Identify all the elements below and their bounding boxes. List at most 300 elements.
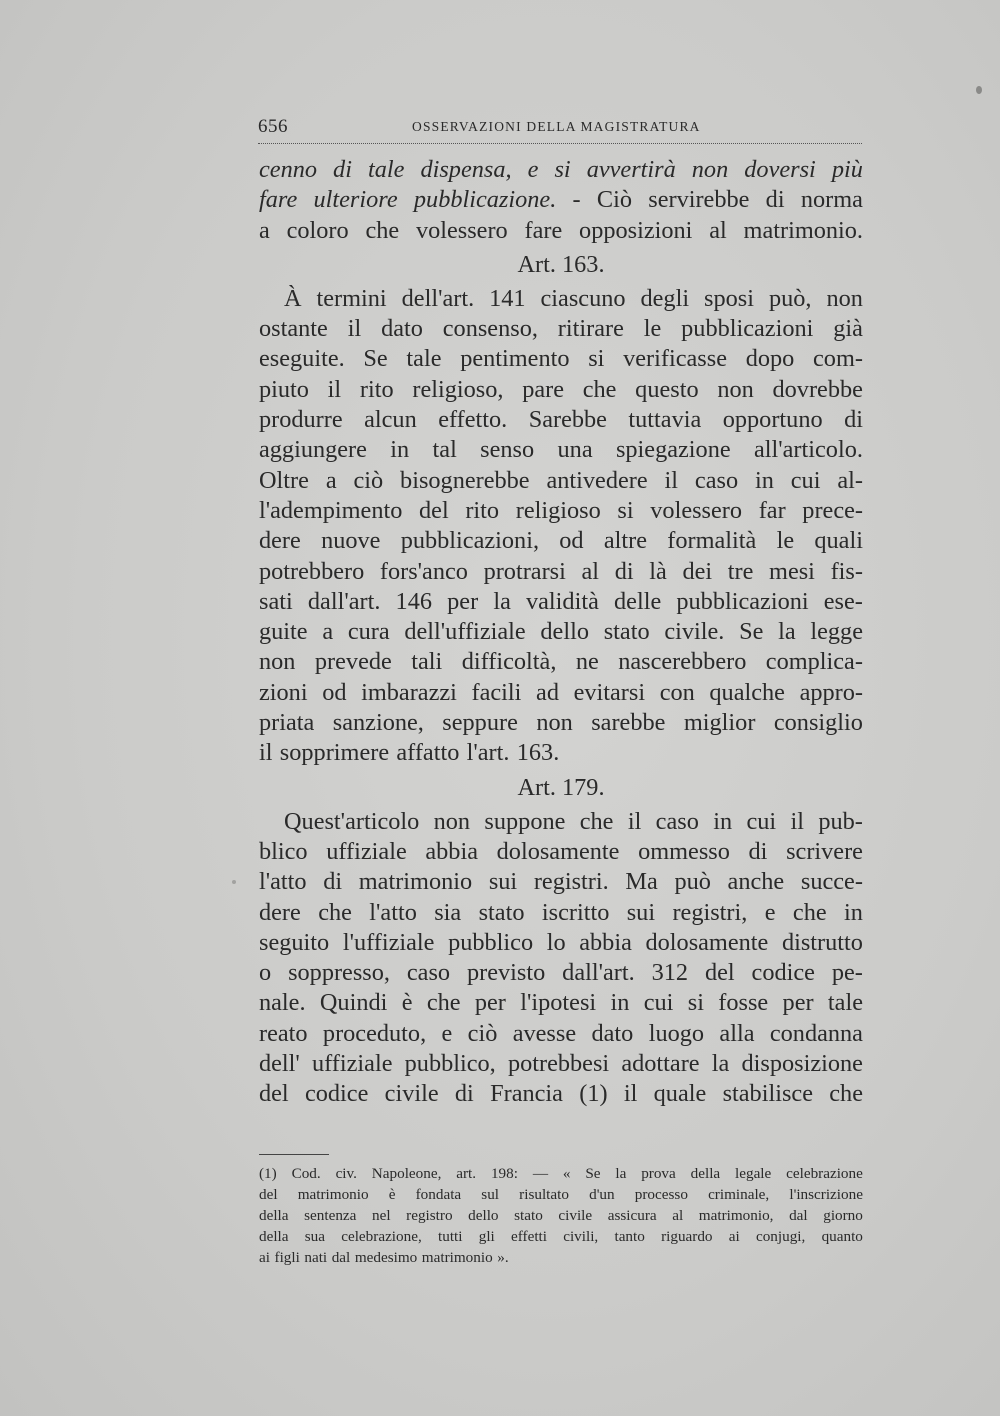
word: la: [711, 1050, 730, 1078]
word: doversi: [744, 156, 816, 183]
word: ciascuno: [540, 284, 626, 312]
word: l'ipotesi: [520, 989, 597, 1017]
word: a: [259, 216, 270, 244]
word: qualche: [709, 678, 785, 706]
text-line: [259, 1019, 863, 1049]
word: che: [792, 898, 827, 926]
word: codice: [304, 1080, 369, 1108]
text-line: [259, 738, 863, 768]
word: potrebbero: [259, 557, 365, 585]
word: non: [717, 375, 754, 403]
word: tal: [432, 436, 457, 464]
word: al: [672, 1207, 684, 1224]
word: ciò: [353, 466, 384, 494]
word: ese-: [823, 587, 863, 615]
word: servirebbe: [648, 186, 750, 214]
word: Se: [739, 618, 764, 646]
word: la: [493, 587, 511, 615]
footnote-line: [259, 1163, 863, 1184]
word: e: [764, 898, 776, 926]
word: si: [588, 345, 605, 373]
word: le: [643, 315, 662, 343]
word: quanto: [821, 1228, 863, 1245]
word: volessero: [415, 216, 508, 244]
word: abbia: [579, 928, 632, 956]
word: la: [615, 1165, 627, 1182]
word: stabilisce: [722, 1080, 813, 1108]
word: (1): [259, 1165, 277, 1182]
word: od: [559, 527, 584, 555]
word: del: [259, 1186, 278, 1203]
word: dispensa,: [420, 156, 512, 183]
word: a: [325, 466, 337, 494]
word: che: [579, 807, 614, 835]
word: facili: [471, 678, 522, 706]
word: dopo: [745, 345, 795, 373]
word: e: [441, 1019, 453, 1047]
word: sia: [434, 898, 462, 926]
word: il: [327, 375, 342, 403]
word: Ma: [625, 868, 658, 896]
word: Ciò: [596, 186, 632, 214]
word: rito: [465, 496, 500, 524]
word: cura: [347, 618, 390, 646]
word: com-: [813, 345, 863, 373]
word: consenso,: [442, 315, 538, 343]
word: che: [365, 216, 400, 244]
word: dall'art.: [307, 587, 381, 615]
word: Quest'articolo: [284, 807, 420, 835]
word: tali: [411, 648, 443, 676]
word: tale: [406, 345, 442, 373]
text-line: [259, 185, 863, 215]
word: prevede: [314, 648, 392, 676]
word: priata: [259, 709, 315, 737]
word: criminale,: [708, 1186, 770, 1203]
word: sarebbe: [591, 709, 666, 737]
word: difficoltà,: [461, 648, 557, 676]
word: riguardo: [661, 1228, 713, 1245]
word: uffiziale: [311, 1050, 393, 1078]
word: più: [831, 156, 863, 183]
word: evitarsi: [573, 678, 646, 706]
word: a: [322, 618, 334, 646]
word: sui: [626, 898, 656, 926]
word: succe-: [800, 868, 863, 896]
word: ne: [575, 648, 599, 676]
word: antivedere: [546, 466, 648, 494]
page-number: 656: [258, 116, 288, 137]
text-line: [259, 405, 863, 435]
word: risultato: [519, 1186, 569, 1203]
word: tuttavia: [628, 406, 702, 434]
word: norma: [800, 186, 863, 214]
word: codice: [751, 959, 815, 987]
word: imbarazzi: [361, 678, 457, 706]
word: matrimonio: [421, 1249, 493, 1266]
word: del: [704, 959, 735, 987]
footnote-line: [259, 1226, 863, 1247]
word: che: [318, 898, 352, 926]
text-line: [259, 526, 863, 556]
word: proceduto,: [322, 1019, 427, 1047]
word: rito: [359, 375, 394, 403]
word: e: [527, 156, 539, 183]
running-head: [258, 114, 862, 144]
word: tale: [827, 989, 863, 1017]
word: processo: [634, 1186, 688, 1203]
word: pubblico: [448, 928, 534, 956]
word: l'uffiziale: [342, 928, 435, 956]
word: nel: [371, 1207, 391, 1224]
word: è: [401, 989, 413, 1017]
word: 141: [489, 284, 526, 312]
header-rule: [258, 143, 862, 144]
word: fis-: [830, 557, 863, 585]
word: nati: [304, 1249, 328, 1266]
word: soppresso,: [288, 959, 390, 987]
footnote-rule: [259, 1154, 329, 1155]
text-line: [259, 216, 863, 246]
word: prova: [641, 1165, 676, 1182]
word: fare: [524, 216, 563, 244]
text-line: [259, 1049, 863, 1079]
footnote-line: [259, 1205, 863, 1226]
word: non: [433, 807, 471, 835]
footnote-line: [259, 1184, 863, 1205]
text-line: [259, 898, 863, 928]
word: Quindi: [319, 989, 388, 1017]
text-line: [259, 928, 863, 958]
word: religioso,: [412, 375, 504, 403]
word: verificasse: [623, 345, 728, 373]
text-line: [259, 958, 863, 988]
word: nale.: [259, 989, 306, 1017]
word: cui: [643, 989, 674, 1017]
word: reato: [259, 1019, 308, 1047]
word: zioni: [259, 678, 308, 706]
word: far: [758, 496, 786, 524]
word: pe-: [831, 959, 863, 987]
word: termini: [316, 284, 387, 312]
word: avesse: [512, 1019, 577, 1047]
word: tutti: [438, 1228, 463, 1245]
word: pubblicazione.: [413, 186, 557, 214]
word: avvertirà: [586, 156, 676, 183]
word: senso: [480, 436, 535, 464]
word: lo: [546, 928, 566, 956]
word: di: [765, 186, 785, 214]
word: può: [674, 868, 711, 896]
word: l'art.: [466, 739, 510, 767]
word: pubblicazioni: [676, 587, 809, 615]
word: di: [748, 837, 768, 865]
word: potrebbesi: [507, 1050, 610, 1078]
text-line: [259, 496, 863, 526]
word: al-: [837, 466, 863, 494]
word: pubblicazioni,: [400, 527, 540, 555]
text-line: [259, 617, 863, 647]
word: caso: [406, 959, 451, 987]
word: 312: [651, 959, 689, 987]
word: del: [419, 496, 449, 524]
word: in: [754, 466, 774, 494]
word: in: [610, 989, 630, 1017]
word: la: [778, 618, 796, 646]
word: matrimonio: [297, 1186, 369, 1203]
text-line: [259, 466, 863, 496]
word: distrutto: [781, 928, 863, 956]
word: Francia: [490, 1080, 563, 1108]
word: della: [259, 1228, 289, 1245]
word: dell'art.: [401, 284, 475, 312]
word: stato: [478, 898, 525, 926]
word: conjugi,: [755, 1228, 806, 1245]
text-line: [259, 837, 863, 867]
word: sui: [488, 868, 518, 896]
word: non: [691, 156, 729, 183]
word: Oltre: [259, 466, 309, 494]
word: assicura: [607, 1207, 657, 1224]
word: una: [557, 436, 593, 464]
word: il: [347, 315, 362, 343]
word: suppone: [484, 807, 566, 835]
word: di: [323, 868, 343, 896]
word: al: [709, 216, 727, 244]
word: iscritto: [541, 898, 610, 926]
word: che: [829, 1080, 863, 1108]
text-line: [259, 647, 863, 677]
word: condanna: [769, 1019, 863, 1047]
word: il: [790, 807, 804, 835]
word: degli: [640, 284, 690, 312]
section-heading: Art. 179.: [517, 773, 605, 801]
word: mesi: [769, 557, 815, 585]
word: che: [582, 375, 617, 403]
word: celebrazione,: [341, 1228, 422, 1245]
word: scrivere: [786, 837, 863, 865]
text-line: [259, 375, 863, 405]
paper-speck: [976, 86, 982, 94]
word: spiegazione: [615, 436, 731, 464]
word: di: [454, 1080, 474, 1108]
main-text: [259, 155, 863, 1110]
word: si: [617, 496, 634, 524]
word: dato: [591, 1019, 634, 1047]
word: celebrazione: [786, 1165, 863, 1182]
word: di: [333, 156, 352, 183]
word: fondata: [415, 1186, 462, 1203]
word: matrimonio.: [743, 216, 863, 244]
word: si: [687, 989, 704, 1017]
word: —: [532, 1165, 548, 1182]
word: di: [844, 406, 863, 434]
word: matrimonio,: [698, 1207, 774, 1224]
word: che: [426, 989, 461, 1017]
word: pub-: [818, 807, 863, 835]
word: aggiungere: [259, 436, 367, 464]
word: tanto: [614, 1228, 645, 1245]
word: non: [826, 284, 863, 312]
word: dell': [259, 1050, 300, 1078]
word: cui: [790, 466, 821, 494]
word: legale: [735, 1165, 772, 1182]
word: ».: [497, 1249, 509, 1266]
word: piuto: [259, 375, 309, 403]
word: dello: [468, 1207, 499, 1224]
word: là: [649, 557, 667, 585]
word: fosse: [718, 989, 769, 1017]
text-line: [259, 678, 863, 708]
word: Napoleone,: [371, 1165, 442, 1182]
word: per: [447, 587, 479, 615]
word: -: [572, 186, 581, 214]
word: effetti: [511, 1228, 547, 1245]
word: il: [664, 466, 679, 494]
word: luogo: [648, 1019, 705, 1047]
word: sentenza: [304, 1207, 357, 1224]
word: fors'anco: [379, 557, 468, 585]
text-line: [259, 708, 863, 738]
word: l'atto: [369, 898, 417, 926]
word: medesimo: [354, 1249, 418, 1266]
word: civili,: [563, 1228, 599, 1245]
word: figli: [274, 1249, 300, 1266]
word: altre: [603, 527, 647, 555]
word: sati: [259, 587, 293, 615]
text-line: [259, 807, 863, 837]
word: ai: [728, 1228, 740, 1245]
word: volessero: [650, 496, 743, 524]
word: consiglio: [773, 709, 863, 737]
word: appro-: [799, 678, 863, 706]
word: religioso: [515, 496, 601, 524]
word: od: [322, 678, 347, 706]
word: adottare: [621, 1050, 700, 1078]
word: le: [776, 527, 795, 555]
word: giorno: [823, 1207, 863, 1224]
word: bisognerebbe: [400, 466, 530, 494]
word: previsto: [466, 959, 546, 987]
word: l'atto: [259, 868, 307, 896]
word: caso: [655, 807, 699, 835]
section-heading: Art. 163.: [517, 250, 605, 278]
word: Cod.: [291, 1165, 321, 1182]
word: gli: [478, 1228, 495, 1245]
text-line: [259, 557, 863, 587]
word: pubblico,: [404, 1050, 496, 1078]
word: civ.: [335, 1165, 357, 1182]
text-line: [259, 435, 863, 465]
word: (1): [579, 1080, 608, 1108]
word: ciò: [467, 1019, 498, 1047]
text-line: [259, 867, 863, 897]
word: dall'art.: [562, 959, 635, 987]
word: registri.: [533, 868, 609, 896]
footnote-line: [259, 1247, 863, 1268]
word: dolosamente: [496, 837, 620, 865]
word: nuove: [321, 527, 381, 555]
word: stato: [603, 618, 650, 646]
word: civile: [558, 1207, 593, 1224]
word: legge: [810, 618, 863, 646]
word: fare: [259, 186, 298, 214]
word: sopprimere: [279, 739, 390, 767]
word: opportuno: [722, 406, 823, 434]
word: dei: [682, 557, 713, 585]
word: sanzione,: [332, 709, 424, 737]
word: validità: [526, 587, 599, 615]
word: o: [259, 959, 272, 987]
word: registro: [406, 1207, 453, 1224]
word: per: [474, 989, 506, 1017]
text-line: [259, 988, 863, 1018]
word: guite: [259, 618, 308, 646]
word: stato: [514, 1207, 543, 1224]
word: in: [390, 436, 410, 464]
word: di: [614, 557, 634, 585]
word: coloro: [286, 216, 349, 244]
word: anche: [727, 868, 785, 896]
word: del: [259, 1080, 289, 1108]
word: il: [623, 1080, 638, 1108]
word: dere: [259, 527, 301, 555]
word: 163.: [516, 739, 560, 767]
word: pare: [522, 375, 565, 403]
word: ulteriore: [313, 186, 398, 214]
word: pentimento: [460, 345, 570, 373]
word: formalità: [667, 527, 757, 555]
word: della: [690, 1165, 721, 1182]
word: ritirare: [557, 315, 624, 343]
text-line: [259, 284, 863, 314]
word: già: [833, 315, 863, 343]
word: ad: [536, 678, 559, 706]
word: protrarsi: [483, 557, 566, 585]
word: questo: [635, 375, 699, 403]
word: abbia: [425, 837, 478, 865]
word: sua: [304, 1228, 325, 1245]
word: dato: [381, 315, 423, 343]
word: blico: [259, 837, 308, 865]
text-line: [259, 155, 863, 185]
word: seppure: [442, 709, 518, 737]
footnote: [259, 1163, 863, 1268]
word: opposizioni: [579, 216, 693, 244]
word: nascerebbero: [618, 648, 747, 676]
word: disposizione: [741, 1050, 863, 1078]
word: seguito: [259, 928, 330, 956]
word: d'un: [589, 1186, 615, 1203]
word: civile.: [664, 618, 725, 646]
word: uffiziale: [326, 837, 407, 865]
word: tale: [367, 156, 405, 183]
word: ai: [259, 1249, 270, 1266]
word: cui: [746, 807, 777, 835]
running-title: OSSERVAZIONI DELLA MAGISTRATURA: [412, 119, 701, 134]
word: produrre: [259, 406, 343, 434]
text-line: [259, 1079, 863, 1109]
word: sposi: [704, 284, 754, 312]
word: il: [627, 807, 642, 835]
word: può,: [768, 284, 812, 312]
text-line: [259, 314, 863, 344]
word: prece-: [802, 496, 863, 524]
word: dello: [540, 618, 589, 646]
word: dell'uffiziale: [404, 618, 526, 646]
word: per: [782, 989, 814, 1017]
word: l'adempimento: [259, 496, 403, 524]
